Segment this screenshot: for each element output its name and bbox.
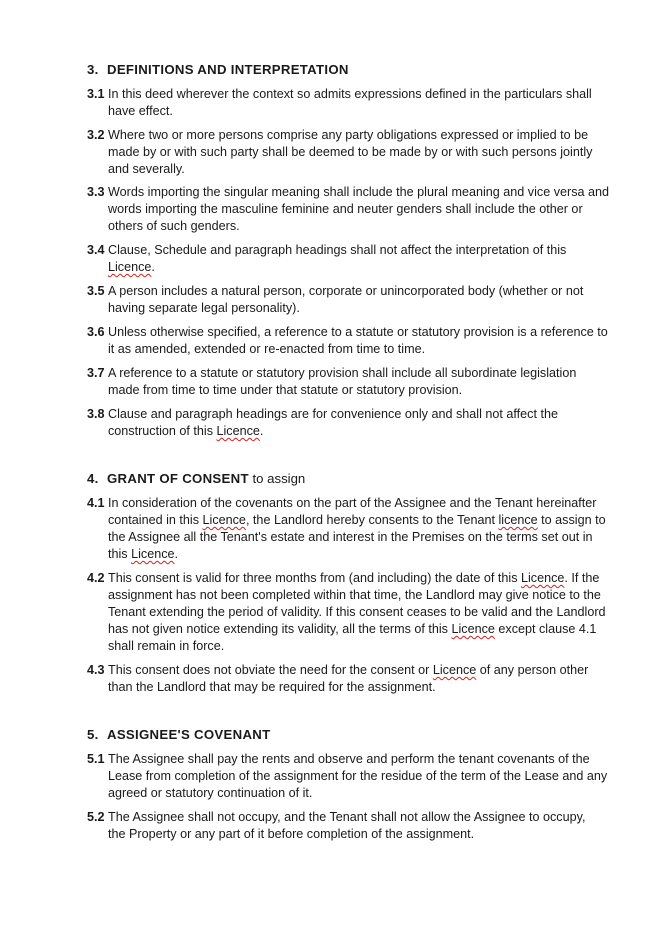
section-heading-3 bbox=[87, 62, 349, 77]
clause-text[interactable] bbox=[108, 242, 627, 276]
clause-3-1 bbox=[87, 86, 627, 120]
clause-3-2 bbox=[87, 127, 627, 178]
text-line: has not given notice extending its validity, all the terms of this Licence except clause 4.1 bbox=[108, 622, 597, 636]
text-line: The Assignee shall pay the rents and observe and perform the tenant covenants of the bbox=[108, 752, 590, 766]
section-title: DEFINITIONS AND INTERPRETATION bbox=[107, 62, 349, 77]
clause-number: 5.2 bbox=[87, 810, 105, 824]
clause-number: 3.7 bbox=[87, 366, 105, 380]
text-line: and severally. bbox=[108, 162, 185, 176]
text-line: Licence. bbox=[108, 260, 155, 274]
text-line: agreed or statutory continuation of it. bbox=[108, 786, 313, 800]
clause-3-4 bbox=[87, 242, 627, 276]
clause-text[interactable] bbox=[108, 86, 627, 120]
text-line: Where two or more persons comprise any party obligations expressed or implied to be bbox=[108, 128, 589, 142]
clause-5-2 bbox=[87, 809, 627, 843]
spellcheck-flagged-word[interactable]: Licence bbox=[216, 424, 260, 438]
clause-number: 3.4 bbox=[87, 243, 105, 257]
text-line: This consent does not obviate the need for the consent or Licence of any person other bbox=[108, 663, 589, 677]
clause-3-3 bbox=[87, 184, 627, 235]
clause-number: 3.5 bbox=[87, 284, 105, 298]
spellcheck-flagged-word[interactable]: Licence bbox=[451, 622, 495, 636]
clause-number: 3.2 bbox=[87, 128, 105, 142]
clause-4-3 bbox=[87, 662, 627, 696]
clause-number: 5.1 bbox=[87, 752, 105, 766]
clause-number: 3.8 bbox=[87, 407, 105, 421]
clause-4-2 bbox=[87, 570, 627, 655]
section-title: GRANT OF CONSENT bbox=[107, 471, 249, 486]
clause-text[interactable] bbox=[108, 662, 627, 696]
clause-number: 4.2 bbox=[87, 571, 105, 585]
clause-text[interactable] bbox=[108, 809, 627, 843]
clause-text[interactable] bbox=[108, 283, 627, 317]
spellcheck-flagged-word[interactable]: Licence bbox=[432, 663, 477, 677]
text-line: shall remain in force. bbox=[108, 639, 225, 653]
text-line: Words importing the singular meaning shall include the plural meaning and vice versa and bbox=[108, 185, 610, 199]
clause-text[interactable] bbox=[108, 365, 627, 399]
text-line: Clause and paragraph headings are for convenience only and shall not affect the bbox=[108, 407, 558, 421]
section-heading-5 bbox=[87, 727, 270, 742]
text-line: The Assignee shall not occupy, and the Tenant shall not allow the Assignee to occupy, bbox=[108, 810, 586, 824]
section-heading-4 bbox=[87, 471, 305, 486]
clause-number: 3.6 bbox=[87, 325, 105, 339]
clause-text[interactable] bbox=[108, 406, 627, 440]
text-line: than the Landlord that may be required for the assignment. bbox=[108, 680, 436, 694]
text-line: have effect. bbox=[108, 104, 173, 118]
text-line: words importing the masculine feminine and neuter genders shall include the other or bbox=[108, 202, 583, 216]
clause-text[interactable] bbox=[108, 127, 627, 178]
clause-text[interactable] bbox=[108, 570, 627, 655]
text-line: the Assignee all the Tenant's estate and interest in the Premises on the terms set out in bbox=[108, 530, 593, 544]
text-line: Lease from completion of the assignment for the residue of the term of the Lease and any bbox=[108, 769, 608, 783]
text-line: A person includes a natural person, corporate or unincorporated body (whether or not bbox=[108, 284, 584, 298]
text-line: having separate legal personality). bbox=[108, 301, 300, 315]
spellcheck-flagged-word[interactable]: Licence bbox=[108, 260, 152, 274]
clause-number: 4.3 bbox=[87, 663, 105, 677]
clause-number: 3.1 bbox=[87, 87, 105, 101]
text-line: made by or with such party shall be deemed to be made by or with such persons jointly bbox=[108, 145, 593, 159]
text-line: Clause, Schedule and paragraph headings shall not affect the interpretation of this bbox=[108, 243, 567, 257]
clause-number: 3.3 bbox=[87, 185, 105, 199]
clause-3-5 bbox=[87, 283, 627, 317]
clause-number: 4.1 bbox=[87, 496, 105, 510]
clause-5-1 bbox=[87, 751, 627, 802]
text-line: others of such genders. bbox=[108, 219, 240, 233]
section-title-suffix: to assign bbox=[248, 471, 306, 486]
spellcheck-flagged-word[interactable]: Licence bbox=[521, 571, 565, 585]
clause-3-8 bbox=[87, 406, 627, 440]
clause-3-6 bbox=[87, 324, 627, 358]
text-line: this Licence. bbox=[108, 547, 179, 561]
section-number: 3. bbox=[87, 62, 99, 77]
spellcheck-flagged-word[interactable]: licence bbox=[498, 513, 538, 527]
spellcheck-flagged-word[interactable]: Licence bbox=[202, 513, 246, 527]
clause-text[interactable] bbox=[108, 324, 627, 358]
text-line: Unless otherwise specified, a reference to a statute or statutory provision is a reference to bbox=[108, 325, 608, 339]
text-line: In this deed wherever the context so admits expressions defined in the particulars shall bbox=[108, 87, 592, 101]
text-line: contained in this Licence, the Landlord hereby consents to the Tenant licence to assign to bbox=[108, 513, 606, 527]
text-line: Tenant extending the period of validity. If this consent ceases to be valid and the Landlord bbox=[108, 605, 606, 619]
clause-4-1 bbox=[87, 495, 627, 563]
section-title: ASSIGNEE'S COVENANT bbox=[107, 727, 271, 742]
section-number: 5. bbox=[87, 727, 99, 742]
text-line: This consent is valid for three months from (and including) the date of this Licence. If the bbox=[108, 571, 600, 585]
clause-text[interactable] bbox=[108, 495, 627, 563]
text-line: made from time to time under that statute or statutory provision. bbox=[108, 383, 463, 397]
clause-3-7 bbox=[87, 365, 627, 399]
text-line: A reference to a statute or statutory provision shall include all subordinate legislation bbox=[108, 366, 577, 380]
text-line: construction of this Licence. bbox=[108, 424, 264, 438]
text-line: the Property or any part of it before completion of the assignment. bbox=[108, 827, 475, 841]
text-line: In consideration of the covenants on the part of the Assignee and the Tenant hereinafter bbox=[108, 496, 597, 510]
text-line: assignment has not been completed within that time, the Landlord may give notice to the bbox=[108, 588, 601, 602]
section-number: 4. bbox=[87, 471, 99, 486]
spellcheck-flagged-word[interactable]: Licence bbox=[131, 547, 175, 561]
clause-text[interactable] bbox=[108, 751, 627, 802]
text-line: it as amended, extended or re-enacted from time to time. bbox=[108, 342, 426, 356]
clause-text[interactable] bbox=[108, 184, 627, 235]
